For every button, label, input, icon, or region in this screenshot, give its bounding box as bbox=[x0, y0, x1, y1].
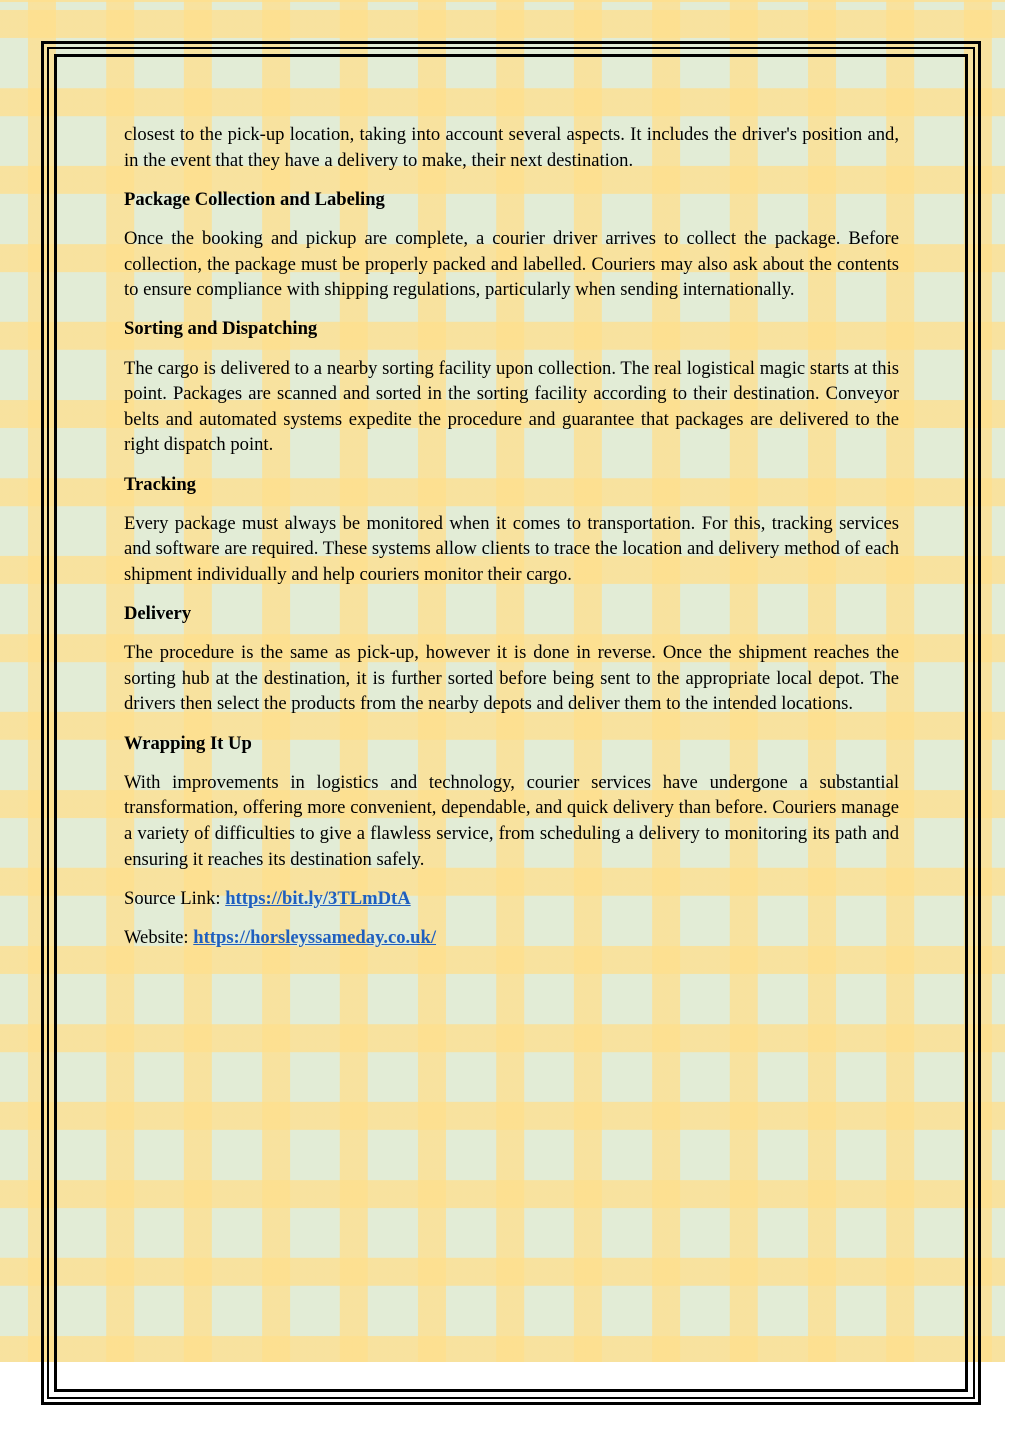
heading-sorting-dispatching: Sorting and Dispatching bbox=[124, 318, 318, 340]
heading-wrapping-up: Wrapping It Up bbox=[124, 732, 252, 754]
website-line bbox=[124, 925, 899, 951]
source-label: Source Link: bbox=[124, 887, 226, 909]
source-link[interactable]: https://bit.ly/3TLmDtA bbox=[225, 887, 411, 909]
heading-tracking: Tracking bbox=[124, 473, 196, 495]
paragraph-package-collection: Once the booking and pickup are complete, a courier driver arrives to collect the package. Before collection, the package must be properly packed and labelled. Couriers may also ask about the contents to ensure compliance with shipping regulations, particularly when sending internationally. bbox=[124, 227, 899, 301]
source-line bbox=[124, 886, 899, 912]
heading-delivery: Delivery bbox=[124, 603, 192, 625]
website-label: Website: bbox=[124, 926, 194, 948]
paragraph-tracking: Every package must always be monitored when it comes to transportation. For this, tracking services and software are required. These systems allow clients to trace the location and delivery method of each shipment individually and help couriers monitor their cargo. bbox=[124, 512, 899, 585]
paragraph-sorting-dispatching: The cargo is delivered to a nearby sorting facility upon collection. The real logistical magic starts at this point. Packages are scanned and sorted in the sorting facility according to their destination. Conveyor belts and automated systems expedite the procedure and guarantee that packages are delivered to the right dispatch point. bbox=[124, 357, 899, 456]
paragraph-wrapping-up: With improvements in logistics and technology, courier services have undergone a substantial transformation, offering more convenient, dependable, and quick delivery than before. Couriers manage a variety of difficulties to give a flawless service, from scheduling a delivery to monitoring its path and ensuring it reaches its destination safely. bbox=[124, 771, 899, 870]
intro-paragraph: closest to the pick-up location, taking into account several aspects. It includes the driver's position and, in the event that they have a delivery to make, their next destination. bbox=[124, 124, 899, 171]
website-link[interactable]: https://horsleyssameday.co.uk/ bbox=[193, 926, 437, 948]
article-body bbox=[124, 122, 899, 964]
paragraph-delivery: The procedure is the same as pick-up, however it is done in reverse. Once the shipment reaches the sorting hub at the destination, it is further sorted before being sent to the appropriate local depot. The drivers then select the products from the nearby depots and deliver them to the intended locations. bbox=[124, 642, 899, 715]
heading-package-collection: Package Collection and Labeling bbox=[124, 188, 385, 210]
